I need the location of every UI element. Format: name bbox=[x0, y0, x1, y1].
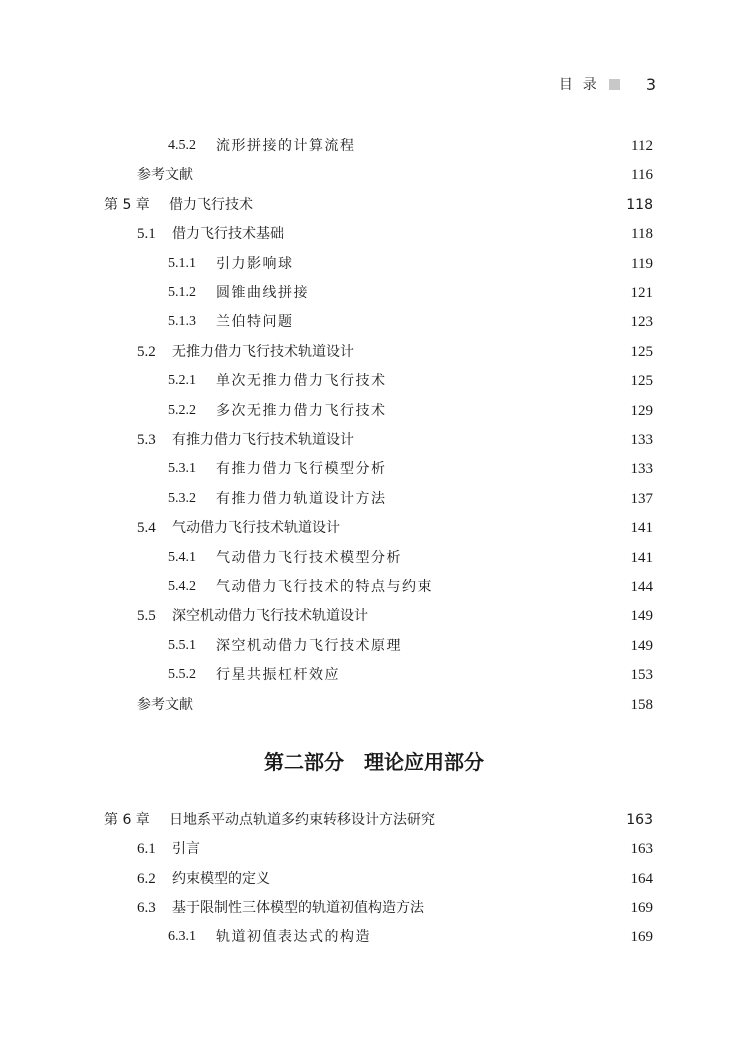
toc-entry-number: 5.2 bbox=[137, 343, 156, 360]
header-label: 目录 bbox=[558, 77, 607, 93]
toc-entry-number: 5.1.3 bbox=[168, 314, 196, 330]
toc-entry-title: 有推力借力飞行技术轨道设计 bbox=[172, 432, 354, 448]
toc-entry-page: 125 bbox=[630, 373, 653, 390]
toc-entry-title: 有推力借力飞行模型分析 bbox=[216, 461, 387, 478]
toc-entry bbox=[0, 546, 748, 570]
toc-entry-title: 兰伯特问题 bbox=[216, 314, 294, 331]
toc-entry bbox=[0, 428, 748, 452]
toc-entry bbox=[0, 281, 748, 305]
toc-entry-title: 轨道初值表达式的构造 bbox=[216, 929, 371, 946]
toc-entry bbox=[0, 663, 748, 687]
toc-entry-number: 5.4 bbox=[137, 520, 156, 537]
toc-entry bbox=[0, 604, 748, 628]
toc-entry-number: 6.3 bbox=[137, 899, 156, 916]
toc-entry-number: 4.5.2 bbox=[168, 138, 196, 153]
toc-entry bbox=[0, 369, 748, 393]
toc-entry-page: 121 bbox=[630, 285, 653, 301]
toc-entry-title: 约束模型的定义 bbox=[172, 870, 270, 887]
toc-entry-number: 5.3.2 bbox=[168, 490, 196, 506]
header-square-icon bbox=[609, 79, 620, 90]
toc-entry-title: 无推力借力飞行技术轨道设计 bbox=[172, 343, 354, 360]
toc-entry-title: 借力飞行技术 bbox=[169, 196, 253, 213]
toc-entry-number: 5.3.1 bbox=[168, 461, 196, 477]
toc-entry-page: 163 bbox=[626, 812, 653, 828]
toc-entry bbox=[0, 487, 748, 511]
toc-entry-title: 气动借力飞行技术的特点与约束 bbox=[216, 579, 433, 595]
toc-entry bbox=[0, 634, 748, 658]
toc-entry bbox=[0, 193, 748, 217]
toc-entry bbox=[0, 896, 748, 920]
toc-entry-page: 149 bbox=[630, 637, 653, 654]
toc-entry bbox=[0, 310, 748, 334]
toc-entry bbox=[0, 693, 748, 717]
toc-entry-page: 123 bbox=[630, 314, 653, 331]
toc-entry-page: 137 bbox=[630, 490, 653, 507]
toc-entry-number: 5.3 bbox=[137, 432, 156, 448]
toc-entry-number: 5.5.2 bbox=[168, 667, 196, 683]
toc-entry bbox=[0, 925, 748, 949]
toc-entry-page: 118 bbox=[626, 196, 653, 213]
toc-entry-number: 5.2.1 bbox=[168, 373, 196, 389]
toc-entry-title: 气动借力飞行技术模型分析 bbox=[216, 549, 402, 566]
toc-entry-page: 116 bbox=[631, 167, 653, 184]
toc-entry-page: 163 bbox=[630, 841, 653, 858]
toc-entry-number: 6.2 bbox=[137, 870, 156, 887]
toc-entry bbox=[0, 457, 748, 481]
toc-entry-title: 单次无推力借力飞行技术 bbox=[216, 373, 387, 390]
toc-entry-number: 第 5 章 bbox=[104, 196, 150, 213]
toc-entry-page: 141 bbox=[630, 549, 653, 566]
toc-entry-number: 5.5.1 bbox=[168, 637, 196, 653]
toc-entry-number: 6.1 bbox=[137, 841, 156, 858]
part-title: 第二部分 理论应用部分 bbox=[264, 750, 484, 774]
toc-entry-number: 第 6 章 bbox=[104, 812, 150, 828]
toc-entry bbox=[0, 867, 748, 891]
toc-entry bbox=[0, 399, 748, 423]
toc-entry-title: 深空机动借力飞行技术轨道设计 bbox=[172, 608, 368, 625]
toc-entry-title: 引言 bbox=[172, 841, 200, 858]
toc-entry-number: 5.2.2 bbox=[168, 402, 196, 418]
toc-entry bbox=[0, 837, 748, 861]
toc-entry bbox=[0, 134, 748, 158]
toc-entry bbox=[0, 575, 748, 599]
toc-entry-page: 158 bbox=[630, 696, 653, 713]
toc-entry-title: 引力影响球 bbox=[216, 255, 294, 272]
toc-entry-page: 129 bbox=[630, 402, 653, 419]
toc-entry bbox=[0, 163, 748, 187]
toc-entry-title: 圆锥曲线拼接 bbox=[216, 285, 309, 301]
toc-entry-title: 多次无推力借力飞行技术 bbox=[216, 402, 387, 419]
toc-entry bbox=[0, 252, 748, 276]
toc-entry-title: 流形拼接的计算流程 bbox=[216, 138, 356, 154]
toc-entry-page: 164 bbox=[630, 870, 653, 887]
header-page-number: 3 bbox=[645, 74, 656, 94]
toc-entry-page: 119 bbox=[631, 255, 653, 272]
toc-entry-title: 气动借力飞行技术轨道设计 bbox=[172, 520, 340, 537]
toc-entry-number: 5.1 bbox=[137, 226, 156, 243]
toc-entry-page: 149 bbox=[630, 608, 653, 625]
toc-entry-title: 有推力借力轨道设计方法 bbox=[216, 490, 387, 507]
toc-entry-number: 5.4.1 bbox=[168, 549, 196, 565]
toc-entry-number: 5.1.1 bbox=[168, 255, 196, 271]
toc-entry-number: 5.5 bbox=[137, 608, 156, 625]
toc-entry-title: 参考文献 bbox=[137, 696, 193, 713]
toc-entry bbox=[0, 516, 748, 540]
running-header bbox=[559, 74, 656, 94]
toc-entry-page: 133 bbox=[630, 432, 653, 448]
toc-entry-title: 深空机动借力飞行技术原理 bbox=[216, 637, 402, 654]
toc-entry-title: 参考文献 bbox=[137, 167, 193, 184]
toc-entry-page: 118 bbox=[631, 226, 653, 243]
toc-entry-page: 133 bbox=[630, 461, 653, 478]
toc-entry-page: 141 bbox=[630, 520, 653, 537]
toc-entry-title: 日地系平动点轨道多约束转移设计方法研究 bbox=[169, 812, 435, 828]
toc-entry bbox=[0, 808, 748, 832]
toc-entry-page: 112 bbox=[631, 138, 653, 154]
toc-entry-title: 借力飞行技术基础 bbox=[172, 226, 284, 243]
toc-entry-page: 144 bbox=[630, 579, 653, 595]
toc-entry-page: 125 bbox=[630, 343, 653, 360]
toc-entry bbox=[0, 222, 748, 246]
toc-entry-page: 153 bbox=[630, 667, 653, 684]
toc-entry-number: 5.1.2 bbox=[168, 285, 196, 300]
toc-entry bbox=[0, 340, 748, 364]
toc-entry-page: 169 bbox=[630, 899, 653, 916]
toc-entry-page: 169 bbox=[630, 929, 653, 946]
toc-entry-title: 行星共振杠杆效应 bbox=[216, 667, 340, 684]
toc-entry-title: 基于限制性三体模型的轨道初值构造方法 bbox=[172, 899, 424, 916]
toc-entry-number: 6.3.1 bbox=[168, 929, 196, 945]
toc-entry-number: 5.4.2 bbox=[168, 579, 196, 594]
